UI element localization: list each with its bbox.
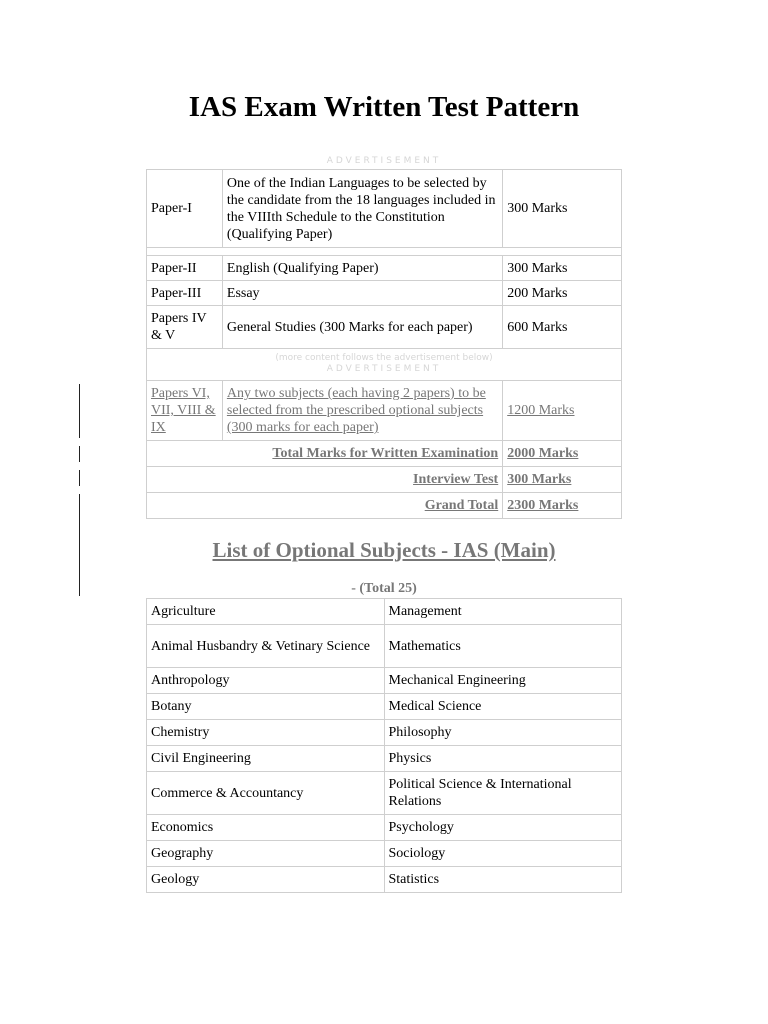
marks-cell: 200 Marks [503,281,622,306]
table-row [147,694,622,720]
paper-link[interactable]: Papers VI, VII, VIII & IX [151,386,216,435]
subject-cell: One of the Indian Languages to be selected by the candidate from the 18 languages included in the VIIIth Schedule to the Constitution (Qualifying Paper) [222,170,502,248]
marks-cell: 600 Marks [503,306,622,349]
subject-cell: Agriculture [147,599,385,625]
total-row [147,493,622,519]
subject-link[interactable]: Any two subjects (each having 2 papers) to be selected from the prescribed optional subjects (300 marks for each paper) [226,386,486,435]
paper-cell: Paper-II [147,256,223,281]
paper-cell: Paper-III [147,281,223,306]
table-row [147,256,622,281]
subject-cell: Animal Husbandry & Vetinary Science [147,625,385,668]
grand-total-label[interactable]: Grand Total [424,498,499,513]
subject-cell: Psychology [384,815,622,841]
paper-cell: Paper-I [147,170,223,248]
table-row [147,720,622,746]
total-written-marks[interactable]: 2000 Marks [507,446,579,461]
table-row [147,599,622,625]
interview-test-marks[interactable]: 300 Marks [507,472,572,487]
marks-cell: 300 Marks [503,256,622,281]
interview-test-label[interactable]: Interview Test [413,472,499,487]
grand-total-marks[interactable]: 2300 Marks [507,498,579,513]
table-row [147,772,622,815]
margin-bar [79,446,80,462]
marks-link[interactable]: 1200 Marks [507,403,575,418]
page-title: IAS Exam Written Test Pattern [188,91,580,123]
subject-cell: Chemistry [147,720,385,746]
table-row [147,281,622,306]
subject-cell: Medical Science [384,694,622,720]
margin-bar [79,384,80,438]
subject-cell: Political Science & International Relations [384,772,622,815]
table-row [147,625,622,668]
subject-cell: Geology [147,867,385,893]
table-row [147,381,622,441]
subject-cell: Commerce & Accountancy [147,772,385,815]
table-row [147,867,622,893]
table-row [147,306,622,349]
optional-subjects-table [146,598,622,893]
subject-cell: Civil Engineering [147,746,385,772]
subject-cell: General Studies (300 Marks for each paper) [222,306,502,349]
paper-cell: Papers IV & V [147,306,223,349]
table-row [147,668,622,694]
table-row [147,746,622,772]
margin-bar [79,470,80,486]
subject-cell: Mechanical Engineering [384,668,622,694]
subject-cell: Philosophy [384,720,622,746]
table-row [147,170,622,248]
subject-cell: English (Qualifying Paper) [222,256,502,281]
subject-cell: Economics [147,815,385,841]
subject-cell: Management [384,599,622,625]
table-row [147,841,622,867]
total-row [147,467,622,493]
total-row [147,441,622,467]
optional-total-label[interactable]: - (Total 25) [351,581,417,596]
subject-cell: Mathematics [384,625,622,668]
more-content-note: (more content follows the advertisement below) [275,353,493,363]
subject-cell: Physics [384,746,622,772]
spacer-row [147,248,622,256]
subject-cell: Anthropology [147,668,385,694]
advertisement-label: ADVERTISEMENT [326,156,442,166]
total-written-label[interactable]: Total Marks for Written Examination [272,446,499,461]
subject-cell: Essay [222,281,502,306]
table-row [147,815,622,841]
subject-cell: Sociology [384,841,622,867]
subject-cell: Botany [147,694,385,720]
optional-subjects-heading[interactable]: List of Optional Subjects - IAS (Main) [212,538,556,562]
advertisement-label: ADVERTISEMENT [326,364,442,374]
exam-pattern-table [146,169,622,519]
subject-cell: Statistics [384,867,622,893]
marks-cell: 300 Marks [503,170,622,248]
subject-cell: Geography [147,841,385,867]
